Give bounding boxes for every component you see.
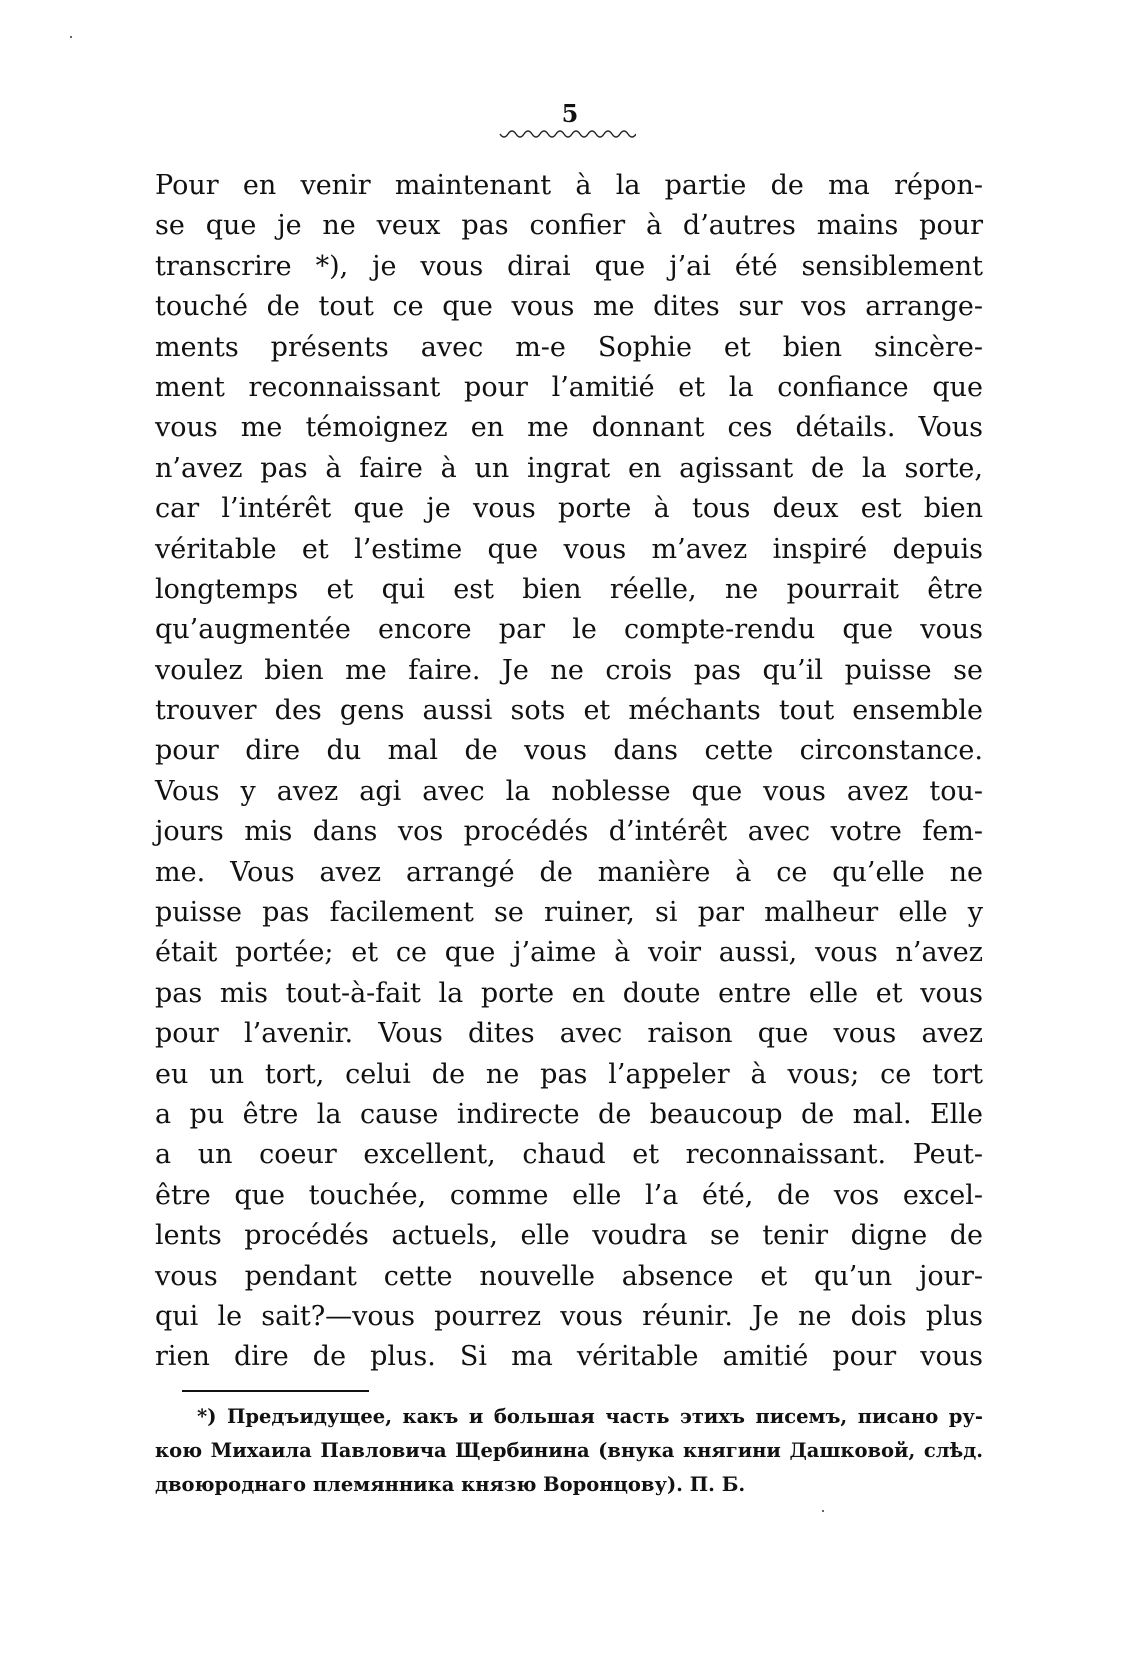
body-line: transcrire *), je vous dirai que j’ai été sensiblement (155, 250, 983, 282)
body-line: puisse pas facilement se ruiner, si par malheur elle y (155, 897, 983, 929)
body-line: qu’augmentée encore par le compte-rendu que vous (155, 614, 983, 646)
footnote-rule (182, 1390, 369, 1392)
body-line: n’avez pas à faire à un ingrat en agissant de la sorte, (155, 452, 983, 484)
body-line: car l’intérêt que je vous porte à tous deux est bien (155, 493, 983, 525)
body-line: vous me témoignez en me donnant ces détails. Vous (155, 412, 983, 444)
paper-speck (70, 36, 72, 38)
body-line: ments présents avec m-e Sophie et bien sincère- (155, 331, 983, 363)
body-line: être que touchée, comme elle l’a été, de vos excel- (155, 1179, 983, 1211)
footnote-line: двоюроднаго племянника князю Воронцову). П. Б. (155, 1473, 746, 1496)
body-line: touché de tout ce que vous me dites sur vos arrange- (155, 291, 983, 323)
body-line: pour l’avenir. Vous dites avec raison que vous avez (155, 1018, 983, 1050)
body-line: ment reconnaissant pour l’amitié et la confiance que (155, 371, 983, 403)
ornament-divider (496, 128, 636, 142)
body-line: a un coeur excellent, chaud et reconnaissant. Peut- (155, 1139, 983, 1171)
body-line: était portée; et ce que j’aime à voir aussi, vous n’avez (155, 937, 983, 969)
body-line: pour dire du mal de vous dans cette circonstance. (155, 735, 983, 767)
body-line: eu un tort, celui de ne pas l’appeler à vous; ce tort (155, 1058, 983, 1090)
page-number: 5 (561, 99, 579, 128)
body-line: se que je ne veux pas confier à d’autres mains pour (155, 210, 983, 242)
paper-speck (822, 1510, 824, 1512)
body-line: vous pendant cette nouvelle absence et qu’un jour- (155, 1260, 983, 1292)
body-line: voulez bien me faire. Je ne crois pas qu’il puisse se (155, 654, 983, 686)
body-line: jours mis dans vos procédés d’intérêt avec votre fem- (155, 816, 983, 848)
letter-body (155, 166, 983, 1378)
footnote-line: *) Предъидущее, какъ и большая часть этихъ писемъ, писано ру- (197, 1405, 983, 1428)
body-line: Pour en venir maintenant à la partie de ma répon- (155, 170, 983, 201)
body-line: longtemps et qui est bien réelle, ne pourrait être (155, 573, 983, 605)
body-line: trouver des gens aussi sots et méchants tout ensemble (155, 695, 983, 727)
footnote (155, 1400, 983, 1502)
body-line: qui le sait?—vous pourrez vous réunir. Je ne dois plus (155, 1300, 983, 1332)
body-line: véritable et l’estime que vous m’avez inspiré depuis (155, 533, 983, 565)
body-line: lents procédés actuels, elle voudra se tenir digne de (155, 1220, 983, 1252)
footnote-line: кою Михаила Павловича Щербинина (внука княгини Дашковой, слѣд. (155, 1439, 983, 1462)
body-line: Vous y avez agi avec la noblesse que vous avez tou- (155, 775, 983, 807)
body-line: pas mis tout-à-fait la porte en doute entre elle et vous (155, 977, 983, 1009)
body-line: rien dire de plus. Si ma véritable amitié pour vous (155, 1341, 983, 1373)
body-line: me. Vous avez arrangé de manière à ce qu’elle ne (155, 856, 983, 888)
body-line: a pu être la cause indirecte de beaucoup de mal. Elle (155, 1098, 983, 1130)
